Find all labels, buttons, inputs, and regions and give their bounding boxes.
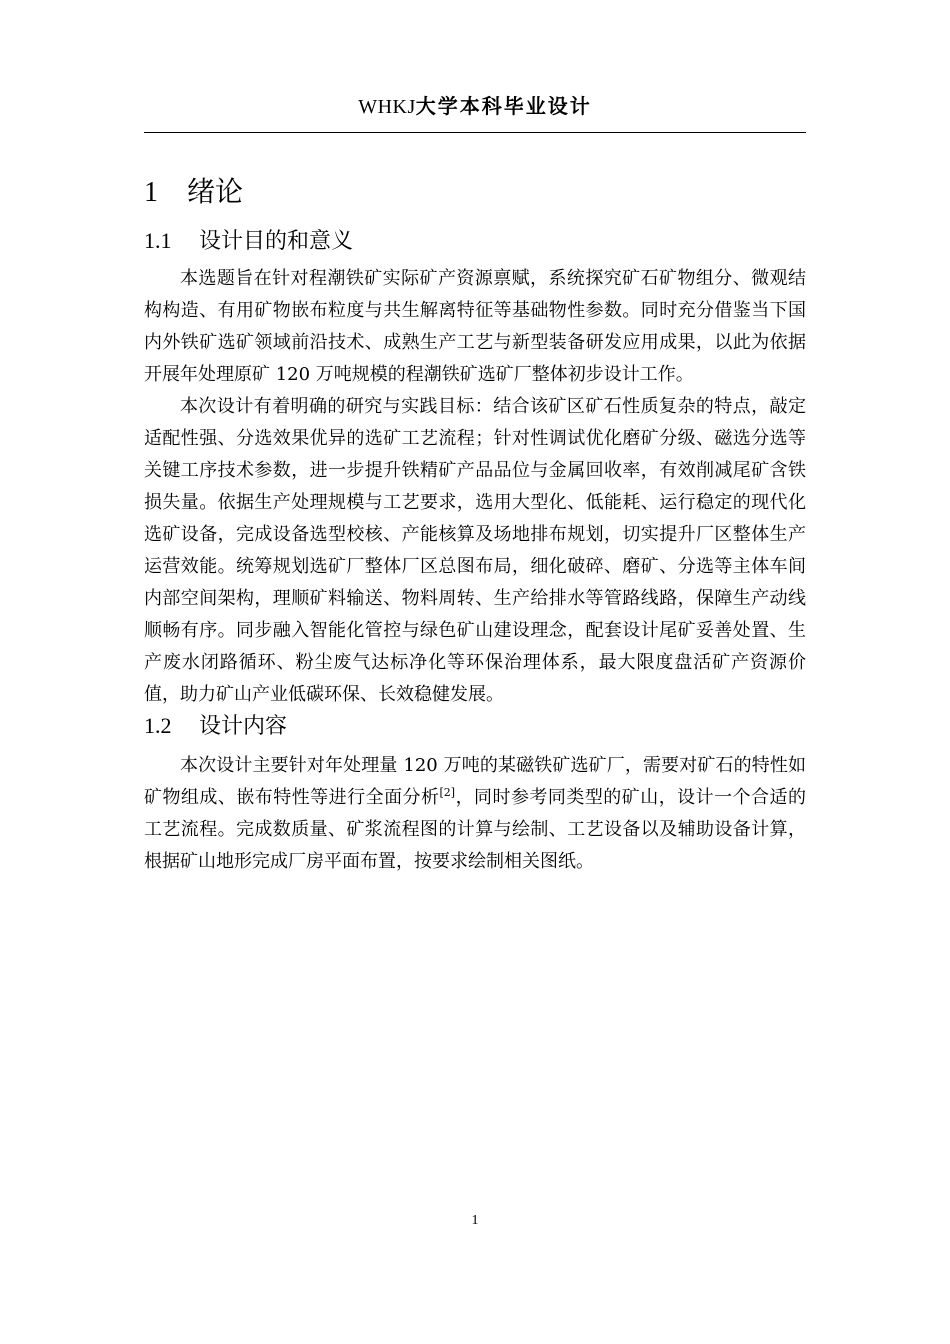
chapter-number: 1 — [144, 177, 158, 208]
header-latin-text: WHKJ — [358, 96, 416, 118]
paragraph-text-end: ，同时参考同类型的矿山，设计一个合适的工艺流程。完成数质量、矿浆流程图的计算与绘制、工艺设备以及辅助设备计算，根据矿山地形完成厂房平面布置，按要求绘制相关图纸。 — [144, 787, 806, 872]
paragraph-objectives: 本次设计有着明确的研究与实践目标：结合该矿区矿石性质复杂的特点，敲定适配性强、分选效果优异的选矿工艺流程；针对性调试优化磨矿分级、磁选分选等关键工序技术参数，进一步提升铁精矿产品品位与金属回收率，有效削减尾矿含铁损失量。依据生产处理规模与工艺要求，选用大型化、低能耗、运行稳定的现代化选矿设备，完成设备选型校核、产能核算及场地排布规划，切实提升厂区整体生产运营效能。统筹规划选矿厂整体厂区总图布局，细化破碎、磨矿、分选等主体车间内部空间架构，理顺矿料输送、物料周转、生产给排水等管路线路，保障生产动线顺畅有序。同步融入智能化管控与绿色矿山建设理念，配套设计尾矿妥善处置、生产废水闭路循环、粉尘废气达标净化等环保治理体系，最大限度盘活矿产资源价值，助力矿山产业低碳环保、长效稳健发展。 — [144, 396, 806, 705]
page-number: 1 — [471, 1213, 479, 1228]
section-number: 1.2 — [144, 713, 172, 738]
chapter-title: 绪论 — [187, 175, 244, 208]
paragraph-content — [144, 750, 806, 878]
section-heading-1-2 — [144, 711, 287, 742]
citation-reference[interactable]: [2] — [439, 786, 456, 799]
header-rule — [144, 132, 806, 133]
chapter-heading — [144, 173, 243, 212]
section-title: 设计内容 — [199, 714, 288, 739]
header-title-text: 大学本科毕业设计 — [415, 94, 592, 118]
running-header — [144, 92, 806, 121]
paragraph-purpose: 本选题旨在针对程潮铁矿实际矿产资源禀赋，系统探究矿石矿物组分、微观结构构造、有用矿物嵌布粒度与共生解离特征等基础物性参数。同时充分借鉴当下国内外铁矿选矿领域前沿技术、成熟生产工艺与新型装备研发应用成果，以此为依据开展年处理原矿 120 万吨规模的程潮铁矿选矿厂整体初步设计工作。 — [144, 268, 806, 385]
section-title: 设计目的和意义 — [199, 229, 354, 254]
section-heading-1-1 — [144, 226, 353, 257]
paragraph-text-start: 本次设计主要针对年处理量 120 万吨的某磁铁矿选矿厂，需要对矿石的特性如矿物组成、嵌布特性等进行全面分析 — [144, 755, 806, 808]
section-number: 1.1 — [144, 228, 172, 253]
